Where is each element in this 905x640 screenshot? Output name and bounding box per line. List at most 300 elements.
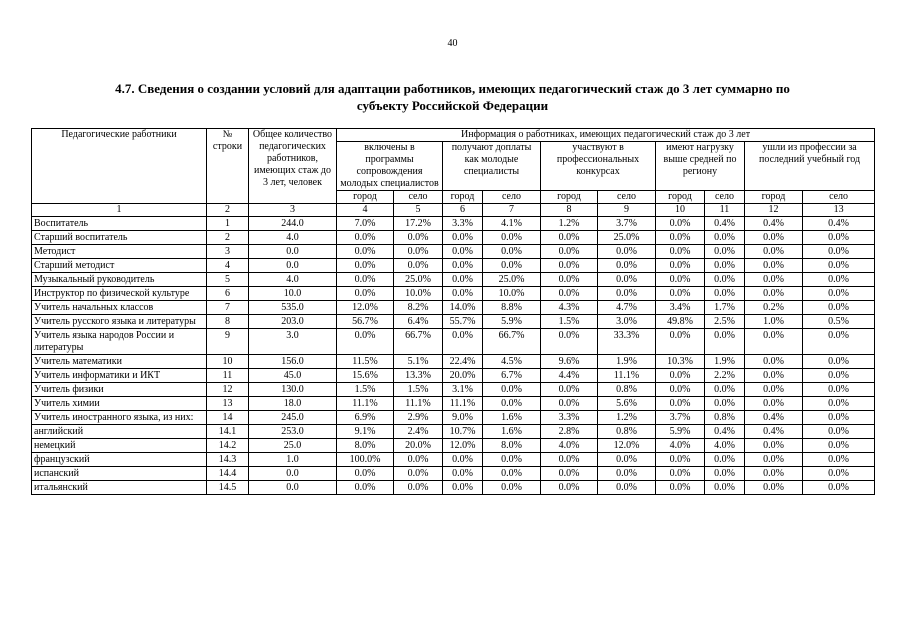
row-value: 0.0% xyxy=(803,453,875,467)
row-value: 0.0% xyxy=(656,481,705,495)
row-value: 9.1% xyxy=(337,425,394,439)
row-value: 4.0% xyxy=(541,439,598,453)
row-value: 8.0% xyxy=(337,439,394,453)
row-worker-name: Учитель иностранного языка, из них: xyxy=(32,411,207,425)
row-value: 0.0% xyxy=(705,383,745,397)
row-value: 11.5% xyxy=(337,355,394,369)
row-value: 2.8% xyxy=(541,425,598,439)
row-value: 8.2% xyxy=(394,301,443,315)
table-row xyxy=(32,355,875,369)
row-value: 0.0% xyxy=(803,273,875,287)
row-worker-name: Учитель физики xyxy=(32,383,207,397)
row-worker-name: Учитель языка народов России и литературы xyxy=(32,329,207,355)
row-value: 14.0% xyxy=(443,301,483,315)
row-value: 1.5% xyxy=(394,383,443,397)
table-row xyxy=(32,287,875,301)
row-value: 5.6% xyxy=(598,397,656,411)
row-total: 45.0 xyxy=(249,369,337,383)
row-value: 0.0% xyxy=(803,481,875,495)
row-worker-name: Учитель русского языка и литературы xyxy=(32,315,207,329)
row-value: 0.0% xyxy=(745,481,803,495)
row-value: 1.2% xyxy=(541,217,598,231)
column-numbers-row xyxy=(32,204,875,217)
row-value: 1.6% xyxy=(483,425,541,439)
row-value: 11.1% xyxy=(394,397,443,411)
row-value: 5.9% xyxy=(483,315,541,329)
header-village: село xyxy=(803,191,875,204)
row-value: 0.0% xyxy=(656,369,705,383)
row-value: 0.0% xyxy=(656,383,705,397)
row-value: 33.3% xyxy=(598,329,656,355)
row-value: 0.0% xyxy=(541,397,598,411)
row-value: 0.0% xyxy=(705,467,745,481)
row-value: 0.0% xyxy=(443,231,483,245)
row-value: 0.8% xyxy=(705,411,745,425)
header-city: город xyxy=(541,191,598,204)
row-number: 10 xyxy=(207,355,249,369)
row-value: 0.4% xyxy=(803,217,875,231)
row-value: 0.0% xyxy=(803,355,875,369)
row-value: 6.9% xyxy=(337,411,394,425)
page-number: 40 xyxy=(447,38,458,49)
header-total: Общее количество педагогических работников, имеющих стаж до 3 лет, человек xyxy=(249,129,337,204)
row-value: 10.3% xyxy=(656,355,705,369)
adaptation-table xyxy=(31,128,875,495)
row-value: 0.0% xyxy=(483,453,541,467)
row-value: 0.0% xyxy=(337,273,394,287)
table-row xyxy=(32,397,875,411)
row-value: 15.6% xyxy=(337,369,394,383)
row-value: 4.0% xyxy=(656,439,705,453)
row-value: 0.0% xyxy=(803,287,875,301)
column-number: 5 xyxy=(394,204,443,217)
row-value: 0.0% xyxy=(745,453,803,467)
row-value: 66.7% xyxy=(483,329,541,355)
row-value: 1.2% xyxy=(598,411,656,425)
header-city: город xyxy=(337,191,394,204)
row-value: 0.0% xyxy=(598,481,656,495)
title-line-1: 4.7. Сведения о создании условий для адаптации работников, имеющих педагогический стаж до 3 лет суммарно по xyxy=(115,81,790,96)
section-title xyxy=(40,80,865,114)
row-worker-name: Учитель начальных классов xyxy=(32,301,207,315)
row-value: 4.0% xyxy=(705,439,745,453)
row-value: 1.9% xyxy=(705,355,745,369)
row-value: 0.4% xyxy=(745,411,803,425)
header-city: город xyxy=(745,191,803,204)
row-value: 0.0% xyxy=(803,259,875,273)
column-number: 2 xyxy=(207,204,249,217)
column-number: 3 xyxy=(249,204,337,217)
row-value: 0.0% xyxy=(803,467,875,481)
table-row xyxy=(32,467,875,481)
row-value: 0.0% xyxy=(598,273,656,287)
row-value: 0.0% xyxy=(656,329,705,355)
row-value: 5.1% xyxy=(394,355,443,369)
row-worker-name: итальянский xyxy=(32,481,207,495)
row-value: 0.0% xyxy=(745,329,803,355)
row-worker-name: французский xyxy=(32,453,207,467)
header-group-programs: включены в программы сопровождения молодых специалистов xyxy=(337,142,443,191)
row-value: 0.0% xyxy=(394,481,443,495)
header-group-allowances: получают доплаты как молодые специалисты xyxy=(443,142,541,191)
row-value: 0.0% xyxy=(745,355,803,369)
row-value: 3.4% xyxy=(656,301,705,315)
row-value: 0.0% xyxy=(337,329,394,355)
row-value: 7.0% xyxy=(337,217,394,231)
row-value: 0.8% xyxy=(598,425,656,439)
table-row xyxy=(32,439,875,453)
row-value: 25.0% xyxy=(598,231,656,245)
row-value: 0.0% xyxy=(745,467,803,481)
row-value: 3.3% xyxy=(541,411,598,425)
row-value: 0.0% xyxy=(337,481,394,495)
row-value: 66.7% xyxy=(394,329,443,355)
row-value: 0.0% xyxy=(745,231,803,245)
row-worker-name: Старший воспитатель xyxy=(32,231,207,245)
row-value: 12.0% xyxy=(337,301,394,315)
header-village: село xyxy=(598,191,656,204)
row-value: 0.0% xyxy=(541,245,598,259)
row-value: 0.0% xyxy=(745,259,803,273)
table-row xyxy=(32,245,875,259)
row-value: 2.4% xyxy=(394,425,443,439)
row-value: 12.0% xyxy=(443,439,483,453)
row-value: 0.0% xyxy=(337,287,394,301)
table-row xyxy=(32,383,875,397)
row-value: 20.0% xyxy=(443,369,483,383)
row-value: 0.0% xyxy=(745,273,803,287)
table-row xyxy=(32,231,875,245)
row-value: 0.0% xyxy=(705,481,745,495)
row-value: 55.7% xyxy=(443,315,483,329)
row-value: 10.7% xyxy=(443,425,483,439)
row-value: 0.0% xyxy=(656,453,705,467)
row-value: 49.8% xyxy=(656,315,705,329)
row-value: 11.1% xyxy=(598,369,656,383)
column-number: 13 xyxy=(803,204,875,217)
table-row xyxy=(32,217,875,231)
row-total: 0.0 xyxy=(249,481,337,495)
row-total: 4.0 xyxy=(249,231,337,245)
row-total: 1.0 xyxy=(249,453,337,467)
row-number: 3 xyxy=(207,245,249,259)
row-value: 3.0% xyxy=(598,315,656,329)
row-value: 9.0% xyxy=(443,411,483,425)
row-value: 0.0% xyxy=(745,245,803,259)
row-number: 14.3 xyxy=(207,453,249,467)
row-value: 1.6% xyxy=(483,411,541,425)
row-value: 0.0% xyxy=(443,329,483,355)
row-total: 18.0 xyxy=(249,397,337,411)
table-row xyxy=(32,315,875,329)
row-value: 0.0% xyxy=(394,259,443,273)
row-value: 0.0% xyxy=(394,467,443,481)
row-value: 6.7% xyxy=(483,369,541,383)
row-value: 0.0% xyxy=(656,397,705,411)
row-value: 3.1% xyxy=(443,383,483,397)
row-value: 11.1% xyxy=(443,397,483,411)
row-value: 0.0% xyxy=(745,439,803,453)
row-value: 0.0% xyxy=(541,467,598,481)
row-worker-name: Методист xyxy=(32,245,207,259)
row-value: 0.0% xyxy=(803,231,875,245)
row-number: 14 xyxy=(207,411,249,425)
row-total: 130.0 xyxy=(249,383,337,397)
title-line-2: субъекту Российской Федерации xyxy=(356,98,549,113)
row-value: 0.0% xyxy=(541,273,598,287)
row-total: 535.0 xyxy=(249,301,337,315)
row-worker-name: Учитель математики xyxy=(32,355,207,369)
row-total: 253.0 xyxy=(249,425,337,439)
row-value: 0.0% xyxy=(656,217,705,231)
column-number: 10 xyxy=(656,204,705,217)
row-value: 0.0% xyxy=(656,273,705,287)
table-row xyxy=(32,453,875,467)
row-value: 0.0% xyxy=(745,369,803,383)
column-number: 9 xyxy=(598,204,656,217)
row-value: 0.0% xyxy=(443,467,483,481)
row-total: 0.0 xyxy=(249,467,337,481)
table-row xyxy=(32,369,875,383)
row-value: 0.0% xyxy=(705,245,745,259)
row-value: 0.0% xyxy=(803,397,875,411)
row-number: 4 xyxy=(207,259,249,273)
row-value: 0.0% xyxy=(705,287,745,301)
row-value: 3.7% xyxy=(598,217,656,231)
row-value: 1.5% xyxy=(337,383,394,397)
row-value: 0.0% xyxy=(598,259,656,273)
row-number: 13 xyxy=(207,397,249,411)
row-value: 8.0% xyxy=(483,439,541,453)
row-total: 203.0 xyxy=(249,315,337,329)
row-value: 25.0% xyxy=(394,273,443,287)
row-value: 0.0% xyxy=(443,245,483,259)
row-total: 0.0 xyxy=(249,245,337,259)
row-value: 1.5% xyxy=(541,315,598,329)
row-value: 0.0% xyxy=(598,287,656,301)
row-worker-name: Старший методист xyxy=(32,259,207,273)
row-value: 1.9% xyxy=(598,355,656,369)
column-number: 4 xyxy=(337,204,394,217)
row-value: 5.9% xyxy=(656,425,705,439)
row-worker-name: Музыкальный руководитель xyxy=(32,273,207,287)
row-worker-name: Учитель химии xyxy=(32,397,207,411)
table-row xyxy=(32,259,875,273)
row-value: 0.0% xyxy=(656,467,705,481)
row-value: 0.0% xyxy=(337,467,394,481)
row-value: 0.0% xyxy=(541,329,598,355)
header-group-left: ушли из профессии за последний учебный год xyxy=(745,142,875,191)
header-city: город xyxy=(443,191,483,204)
table-row xyxy=(32,329,875,355)
row-value: 0.0% xyxy=(483,467,541,481)
row-value: 0.0% xyxy=(745,287,803,301)
header-city: город xyxy=(656,191,705,204)
row-value: 0.0% xyxy=(705,231,745,245)
row-value: 0.0% xyxy=(803,383,875,397)
row-value: 10.0% xyxy=(483,287,541,301)
row-total: 3.0 xyxy=(249,329,337,355)
row-number: 14.5 xyxy=(207,481,249,495)
row-value: 4.3% xyxy=(541,301,598,315)
row-total: 156.0 xyxy=(249,355,337,369)
row-worker-name: Учитель информатики и ИКТ xyxy=(32,369,207,383)
row-value: 13.3% xyxy=(394,369,443,383)
column-number: 8 xyxy=(541,204,598,217)
header-group-workload: имеют нагрузку выше средней по региону xyxy=(656,142,745,191)
row-value: 0.0% xyxy=(656,287,705,301)
row-value: 0.0% xyxy=(745,397,803,411)
table-row xyxy=(32,301,875,315)
row-value: 0.0% xyxy=(483,481,541,495)
row-value: 0.0% xyxy=(705,273,745,287)
row-number: 8 xyxy=(207,315,249,329)
row-value: 0.2% xyxy=(745,301,803,315)
column-number: 6 xyxy=(443,204,483,217)
header-workers: Педагогические работники xyxy=(32,129,207,204)
row-value: 0.0% xyxy=(443,273,483,287)
row-value: 0.0% xyxy=(337,259,394,273)
row-value: 0.0% xyxy=(656,245,705,259)
row-worker-name: испанский xyxy=(32,467,207,481)
row-value: 12.0% xyxy=(598,439,656,453)
row-number: 7 xyxy=(207,301,249,315)
row-value: 100.0% xyxy=(337,453,394,467)
row-value: 17.2% xyxy=(394,217,443,231)
row-value: 10.0% xyxy=(394,287,443,301)
header-info: Информация о работниках, имеющих педагогический стаж до 3 лет xyxy=(337,129,875,142)
row-value: 0.5% xyxy=(803,315,875,329)
row-value: 0.0% xyxy=(483,231,541,245)
row-value: 4.5% xyxy=(483,355,541,369)
row-worker-name: Инструктор по физической культуре xyxy=(32,287,207,301)
row-number: 14.2 xyxy=(207,439,249,453)
row-value: 0.0% xyxy=(598,467,656,481)
row-total: 10.0 xyxy=(249,287,337,301)
row-value: 0.0% xyxy=(803,369,875,383)
row-value: 0.0% xyxy=(745,383,803,397)
row-value: 0.0% xyxy=(483,259,541,273)
row-value: 0.0% xyxy=(541,383,598,397)
row-value: 0.0% xyxy=(483,383,541,397)
table-row xyxy=(32,273,875,287)
row-worker-name: английский xyxy=(32,425,207,439)
table-row xyxy=(32,425,875,439)
row-value: 0.0% xyxy=(443,287,483,301)
row-value: 2.2% xyxy=(705,369,745,383)
row-value: 0.4% xyxy=(745,217,803,231)
row-value: 3.3% xyxy=(443,217,483,231)
row-value: 0.0% xyxy=(394,245,443,259)
row-value: 0.4% xyxy=(745,425,803,439)
row-value: 0.0% xyxy=(803,301,875,315)
row-value: 1.0% xyxy=(745,315,803,329)
row-value: 0.0% xyxy=(541,287,598,301)
row-value: 0.0% xyxy=(337,245,394,259)
row-number: 9 xyxy=(207,329,249,355)
row-value: 4.7% xyxy=(598,301,656,315)
table-row xyxy=(32,411,875,425)
row-value: 0.0% xyxy=(394,231,443,245)
row-value: 0.0% xyxy=(443,481,483,495)
row-value: 56.7% xyxy=(337,315,394,329)
header-row-number: № строки xyxy=(207,129,249,204)
header-group-contests: участвуют в профессиональных конкурсах xyxy=(541,142,656,191)
row-value: 3.7% xyxy=(656,411,705,425)
row-value: 0.0% xyxy=(803,411,875,425)
row-value: 0.8% xyxy=(598,383,656,397)
row-value: 2.9% xyxy=(394,411,443,425)
row-worker-name: Воспитатель xyxy=(32,217,207,231)
row-value: 0.0% xyxy=(443,453,483,467)
table-row xyxy=(32,481,875,495)
row-number: 14.1 xyxy=(207,425,249,439)
row-number: 14.4 xyxy=(207,467,249,481)
row-value: 6.4% xyxy=(394,315,443,329)
row-value: 0.0% xyxy=(541,231,598,245)
row-value: 22.4% xyxy=(443,355,483,369)
column-number: 11 xyxy=(705,204,745,217)
row-value: 0.4% xyxy=(705,425,745,439)
row-value: 0.0% xyxy=(541,259,598,273)
row-worker-name: немецкий xyxy=(32,439,207,453)
row-number: 1 xyxy=(207,217,249,231)
header-village: село xyxy=(705,191,745,204)
row-number: 2 xyxy=(207,231,249,245)
row-value: 0.0% xyxy=(443,259,483,273)
row-value: 2.5% xyxy=(705,315,745,329)
column-number: 1 xyxy=(32,204,207,217)
row-value: 0.0% xyxy=(705,329,745,355)
row-value: 11.1% xyxy=(337,397,394,411)
column-number: 7 xyxy=(483,204,541,217)
row-value: 0.0% xyxy=(598,453,656,467)
row-number: 11 xyxy=(207,369,249,383)
row-value: 0.0% xyxy=(541,481,598,495)
table-body xyxy=(32,217,875,495)
row-value: 0.4% xyxy=(705,217,745,231)
row-value: 0.0% xyxy=(705,397,745,411)
row-value: 0.0% xyxy=(598,245,656,259)
row-value: 0.0% xyxy=(394,453,443,467)
row-value: 0.0% xyxy=(656,259,705,273)
row-total: 245.0 xyxy=(249,411,337,425)
row-value: 0.0% xyxy=(705,259,745,273)
row-value: 0.0% xyxy=(803,329,875,355)
header-village: село xyxy=(394,191,443,204)
row-value: 0.0% xyxy=(803,425,875,439)
row-number: 12 xyxy=(207,383,249,397)
row-value: 9.6% xyxy=(541,355,598,369)
row-value: 20.0% xyxy=(394,439,443,453)
row-value: 0.0% xyxy=(541,453,598,467)
row-value: 4.4% xyxy=(541,369,598,383)
row-value: 1.7% xyxy=(705,301,745,315)
row-value: 0.0% xyxy=(337,231,394,245)
row-total: 25.0 xyxy=(249,439,337,453)
row-value: 0.0% xyxy=(656,231,705,245)
header-village: село xyxy=(483,191,541,204)
row-value: 8.8% xyxy=(483,301,541,315)
row-value: 4.1% xyxy=(483,217,541,231)
header-row-1 xyxy=(32,129,875,142)
row-total: 244.0 xyxy=(249,217,337,231)
row-value: 0.0% xyxy=(483,245,541,259)
row-value: 0.0% xyxy=(705,453,745,467)
row-value: 25.0% xyxy=(483,273,541,287)
row-value: 0.0% xyxy=(803,439,875,453)
row-value: 0.0% xyxy=(483,397,541,411)
